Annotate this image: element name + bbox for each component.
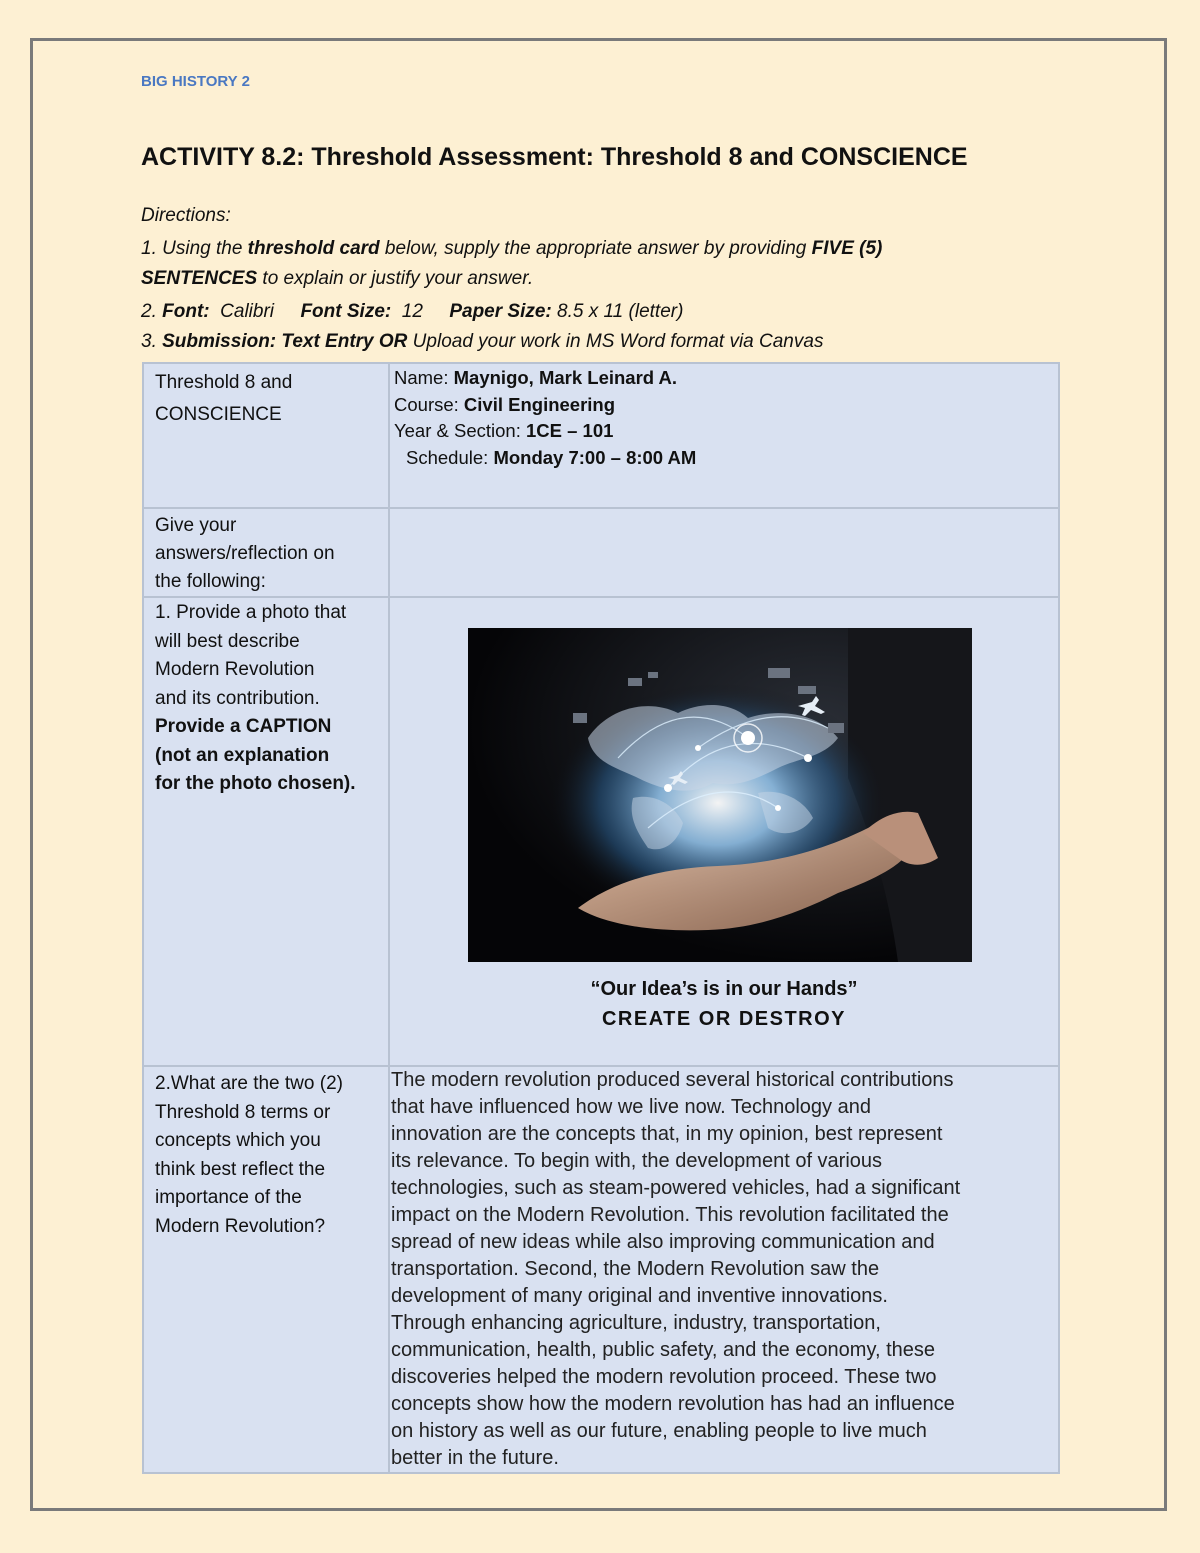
student-section: Year & Section: 1CE – 101 [394,420,614,441]
question-1-cell: 1. Provide a photo that will best describe Modern Revolution and its contribution. Provide a CAPTION (not an explanation for the photo chosen). [143,597,389,1066]
card-row-instructions [143,508,1059,597]
answer-2-cell [389,1066,1059,1473]
card-row-header [143,363,1059,508]
threshold-label: CONSCIENCE [155,404,282,425]
student-course: Course: Civil Engineering [394,393,616,415]
globe-hand-image [468,628,972,962]
student-info-cell [389,363,1059,508]
photo-caption-emphasis: CREATE OR DESTROY [601,1008,847,1030]
directions [141,203,1061,362]
threshold-label: Threshold 8 and [155,372,293,393]
card-row-question1 [143,597,1059,1066]
photo-caption: “Our Idea’s is in our Hands” [590,978,858,1000]
globe-in-hand-photo [468,628,972,962]
threshold-label-cell [143,363,389,508]
question-2-cell: 2.What are the two (2) Threshold 8 terms or concepts which you think best reflect the importance of the Modern Revolution? [143,1066,389,1473]
instructions-cell: Give your answers/reflection on the following: [143,508,389,597]
direction-item-1: 1. Using the threshold card below, supply the appropriate answer by providing FIVE (5) [141,238,883,259]
student-schedule: Schedule: Monday 7:00 – 8:00 AM [406,446,697,468]
instructions-empty-cell [389,508,1059,597]
course-header: BIG HISTORY 2 [141,73,250,90]
card-row-question2 [143,1066,1059,1473]
answer-text: The modern revolution produced several historical contributions that have influenced how we live now. Technology and innovation are the concepts that, in my opinion, best represent its relevance. To begin with, the development of various technologies, such as steam-powered vehicles, had a significant impact on the Modern Revolution. This revolution facilitated the spread of new ideas while also improving communication and transportation. Second, the Modern Revolution saw the development of many original and inventive innovations. Through enhancing agriculture, industry, transportation, communication, health, public safety, and the economy, these discoveries helped the modern revolution proceed. These two concepts show how the modern revolution has had an influence on history as well as our future, enabling people to live much better in the future. [391,1069,961,1469]
photo-cell [389,597,1059,1066]
student-name: Name: Maynigo, Mark Leinard A. [394,367,678,388]
direction-item-3: 3. Submission: Text Entry OR Upload your work in MS Word format via Canvas [141,331,824,352]
direction-item-2: 2. Font: Calibri Font Size: 12 Paper Size: 8.5 x 11 (letter) [141,301,684,322]
directions-heading: Directions: [141,205,231,226]
direction-item-1-cont: SENTENCES to explain or justify your answer. [141,268,534,289]
threshold-card [142,362,1060,1474]
activity-title: ACTIVITY 8.2: Threshold Assessment: Threshold 8 and CONSCIENCE [141,143,968,171]
